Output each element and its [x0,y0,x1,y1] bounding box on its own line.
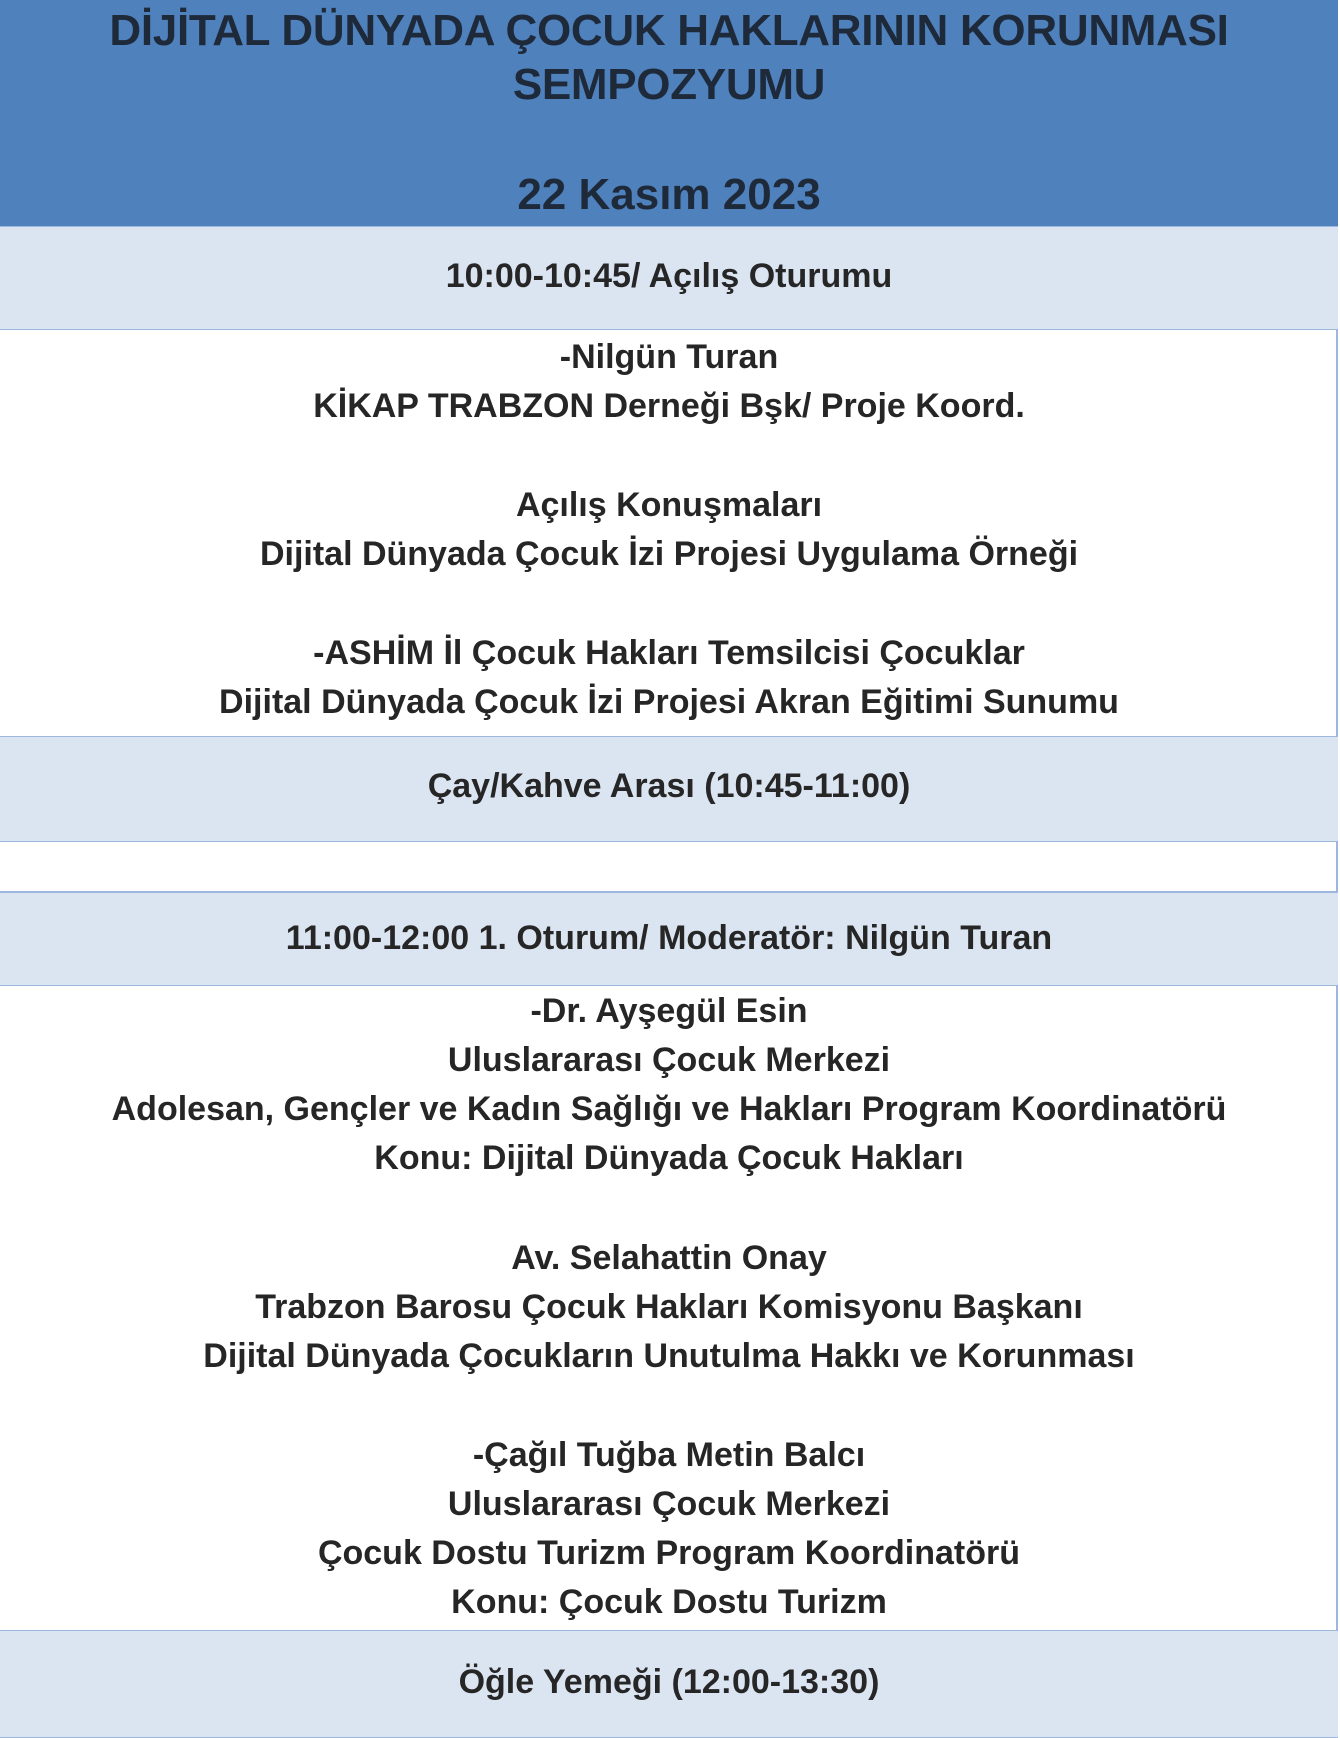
session-one-heading: 11:00-12:00 1. Oturum/ Moderatör: Nilgün Turan [285,919,1053,957]
lunch-break-label: Öğle Yemeği (12:00-13:30) [458,1663,880,1701]
opening-session-heading: 10:00-10:45/ Açılış Oturumu [445,257,893,295]
talk-title: Açılış Konuşmaları [515,486,823,524]
speaker-name: -ASHİM İl Çocuk Hakları Temsilcisi Çocuklar [313,634,1025,672]
speaker-role: Adolesan, Gençler ve Kadın Sağlığı ve Hakları Program Koordinatörü [111,1090,1227,1128]
talk-topic: Konu: Dijital Dünyada Çocuk Hakları [374,1139,964,1177]
speaker-name: Av. Selahattin Onay [511,1239,827,1277]
session-one-content [0,986,1338,1630]
lunch-break-band [0,1630,1338,1738]
speaker-role: Trabzon Barosu Çocuk Hakları Komisyonu Başkanı [255,1288,1083,1326]
title-line-2: SEMPOZYUMU [512,60,826,109]
title-line-1: DİJİTAL DÜNYADA ÇOCUK HAKLARININ KORUNMASI [109,6,1229,55]
speaker-org: Uluslararası Çocuk Merkezi [447,1485,891,1523]
opening-session-content [0,330,1338,736]
speaker-org: Uluslararası Çocuk Merkezi [447,1041,891,1079]
talk-subtitle: Dijital Dünyada Çocuk İzi Projesi Uygulama Örneği [259,535,1079,573]
talk-title: Dijital Dünyada Çocuk İzi Projesi Akran Eğitimi Sunumu [219,683,1119,721]
coffee-break-band [0,736,1338,842]
coffee-break-label: Çay/Kahve Arası (10:45-11:00) [427,767,911,805]
opening-session-band [0,226,1338,330]
spacer-row [0,842,1338,892]
talk-topic: Dijital Dünyada Çocukların Unutulma Hakkı ve Korunması [203,1337,1135,1375]
speaker-name: -Dr. Ayşegül Esin [530,992,808,1030]
speaker-role: KİKAP TRABZON Derneği Bşk/ Proje Koord. [313,387,1025,425]
speaker-name: -Çağıl Tuğba Metin Balcı [472,1436,866,1474]
speaker-role: Çocuk Dostu Turizm Program Koordinatörü [317,1534,1021,1572]
speaker-name: -Nilgün Turan [559,338,779,376]
event-date: 22 Kasım 2023 [517,170,821,219]
header-banner [0,0,1338,226]
talk-topic: Konu: Çocuk Dostu Turizm [451,1583,887,1621]
session-one-band [0,892,1338,986]
